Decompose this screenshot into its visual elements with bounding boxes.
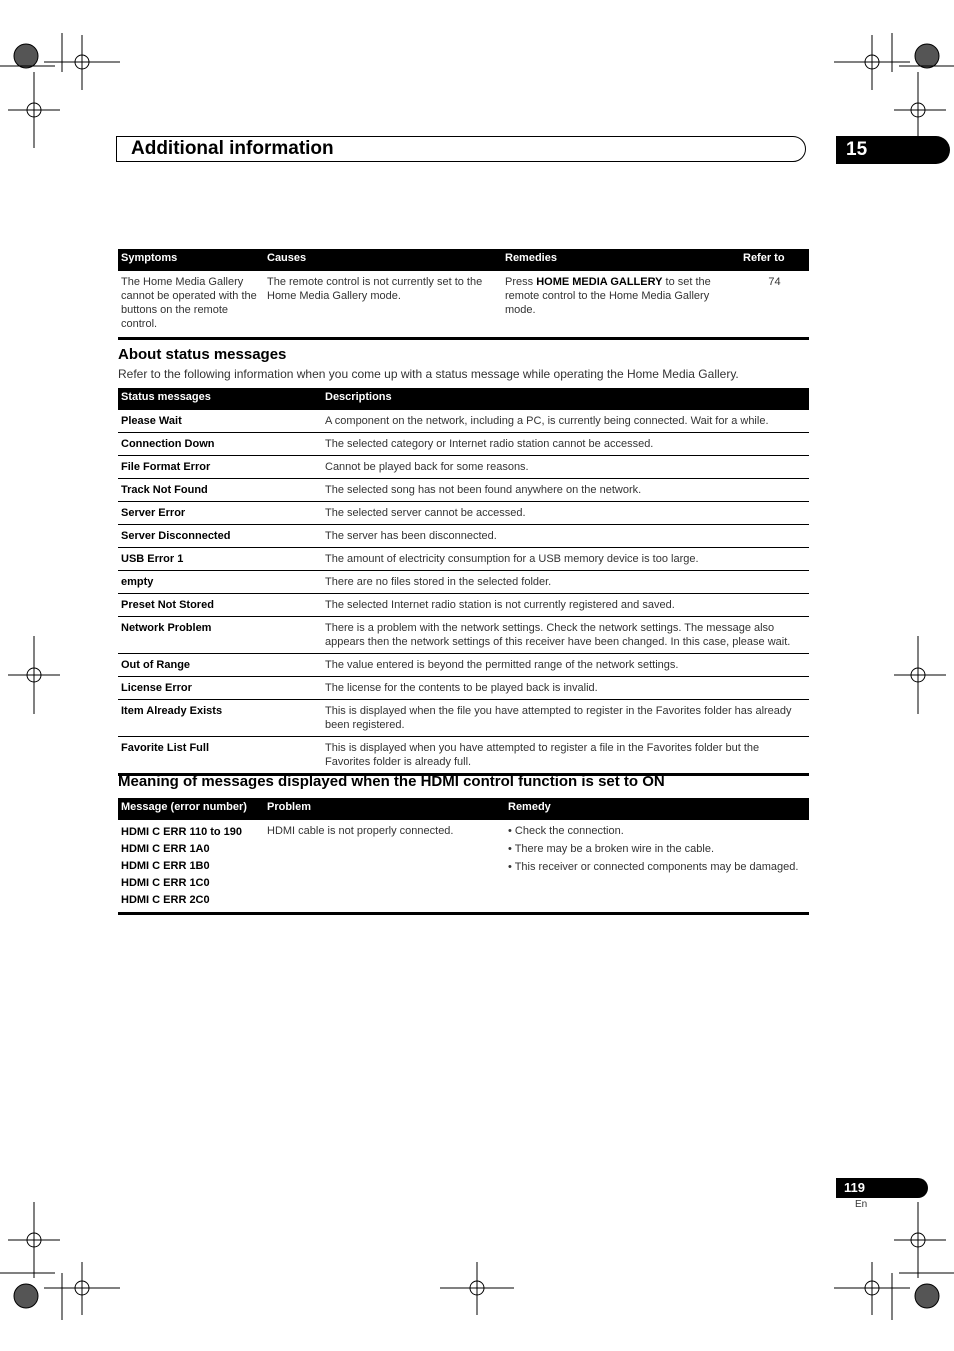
chapter-number: 15 — [846, 139, 868, 160]
error-codes-cell — [118, 820, 264, 914]
status-description: The value entered is beyond the permitted range of the network settings. — [322, 654, 809, 677]
table-row — [118, 479, 809, 502]
table-row — [118, 820, 809, 914]
column-header: Causes — [264, 249, 502, 271]
remedy-cell — [505, 820, 809, 914]
table-row — [118, 617, 809, 654]
chapter-header — [116, 136, 806, 162]
status-description: The license for the contents to be played back is invalid. — [322, 677, 809, 700]
status-description: The selected Internet radio station is not currently registered and saved. — [322, 594, 809, 617]
refer-page-cell: 74 — [740, 271, 809, 339]
chapter-tab — [836, 136, 950, 164]
symptoms-table — [118, 249, 809, 340]
hdmi-section-title: Meaning of messages displayed when the HDMI control function is set to ON — [118, 773, 665, 790]
error-code: HDMI C ERR 110 to 190 — [121, 826, 243, 838]
table-row — [118, 571, 809, 594]
remedy-prefix: Press — [505, 276, 537, 288]
status-message: Preset Not Stored — [118, 594, 322, 617]
column-header: Symptoms — [118, 249, 264, 271]
table-row — [118, 525, 809, 548]
table-row — [118, 502, 809, 525]
error-code: HDMI C ERR 1A0 — [121, 843, 210, 855]
table-row — [118, 654, 809, 677]
status-description: The server has been disconnected. — [322, 525, 809, 548]
cause-cell: The remote control is not currently set to the Home Media Gallery mode. — [264, 271, 502, 339]
remedy-item: • This receiver or connected components may be damaged. — [508, 861, 799, 873]
column-header: Descriptions — [322, 388, 809, 410]
status-message: Network Problem — [118, 617, 322, 654]
remedy-button-name: HOME MEDIA GALLERY — [536, 276, 663, 288]
page-language: En — [855, 1199, 868, 1210]
status-description: The selected server cannot be accessed. — [322, 502, 809, 525]
status-message: File Format Error — [118, 456, 322, 479]
table-row — [118, 271, 809, 339]
table-row — [118, 677, 809, 700]
error-code: HDMI C ERR 1B0 — [121, 860, 210, 872]
status-section-intro: Refer to the following information when you come up with a status message while operating the Home Media Gallery. — [118, 367, 739, 381]
status-message: Please Wait — [118, 410, 322, 433]
status-message: Server Error — [118, 502, 322, 525]
status-message: empty — [118, 571, 322, 594]
status-message: USB Error 1 — [118, 548, 322, 571]
status-message: License Error — [118, 677, 322, 700]
error-code: HDMI C ERR 2C0 — [121, 894, 210, 906]
remedy-item: • Check the connection. — [508, 825, 624, 837]
column-header: Refer to — [740, 249, 809, 271]
status-message: Server Disconnected — [118, 525, 322, 548]
status-description: A component on the network, including a PC, is currently being connected. Wait for a while. — [322, 410, 809, 433]
column-header: Problem — [264, 798, 505, 820]
error-code: HDMI C ERR 1C0 — [121, 877, 210, 889]
table-row — [118, 548, 809, 571]
status-message: Out of Range — [118, 654, 322, 677]
status-description: Cannot be played back for some reasons. — [322, 456, 809, 479]
column-header: Message (error number) — [118, 798, 264, 820]
remedy-suffix: to set the remote control to the Home Media Gallery mode. — [505, 276, 711, 316]
status-description: There are no files stored in the selected folder. — [322, 571, 809, 594]
column-header: Status messages — [118, 388, 322, 410]
remedy-item: • There may be a broken wire in the cable. — [508, 843, 715, 855]
status-message: Favorite List Full — [118, 737, 322, 775]
status-message: Track Not Found — [118, 479, 322, 502]
status-description: The selected category or Internet radio station cannot be accessed. — [322, 433, 809, 456]
status-description: This is displayed when the file you have attempted to register in the Favorites folder has already been registered. — [322, 700, 809, 737]
page-number-tab — [836, 1178, 928, 1198]
hdmi-messages-table — [118, 798, 809, 915]
table-row — [118, 737, 809, 775]
table-row — [118, 410, 809, 433]
status-message: Connection Down — [118, 433, 322, 456]
status-message: Item Already Exists — [118, 700, 322, 737]
table-row — [118, 456, 809, 479]
status-section-title: About status messages — [118, 346, 287, 363]
table-row — [118, 433, 809, 456]
status-description: The amount of electricity consumption for a USB memory device is too large. — [322, 548, 809, 571]
status-description: The selected song has not been found anywhere on the network. — [322, 479, 809, 502]
table-row — [118, 700, 809, 737]
column-header: Remedy — [505, 798, 809, 820]
column-header: Remedies — [502, 249, 740, 271]
problem-cell: HDMI cable is not properly connected. — [264, 820, 505, 914]
page-number: 119 — [844, 1180, 865, 1195]
status-messages-table — [118, 388, 809, 776]
status-description: This is displayed when you have attempted to register a file in the Favorites folder but the Favorites folder is already full. — [322, 737, 809, 775]
table-row — [118, 594, 809, 617]
status-description: There is a problem with the network settings. Check the network settings. The message also appears then the network settings of this receiver have been changed. In this case, please wait. — [322, 617, 809, 654]
remedy-cell — [502, 271, 740, 339]
symptom-cell: The Home Media Gallery cannot be operated with the buttons on the remote control. — [118, 271, 264, 339]
page-title: Additional information — [131, 138, 334, 159]
